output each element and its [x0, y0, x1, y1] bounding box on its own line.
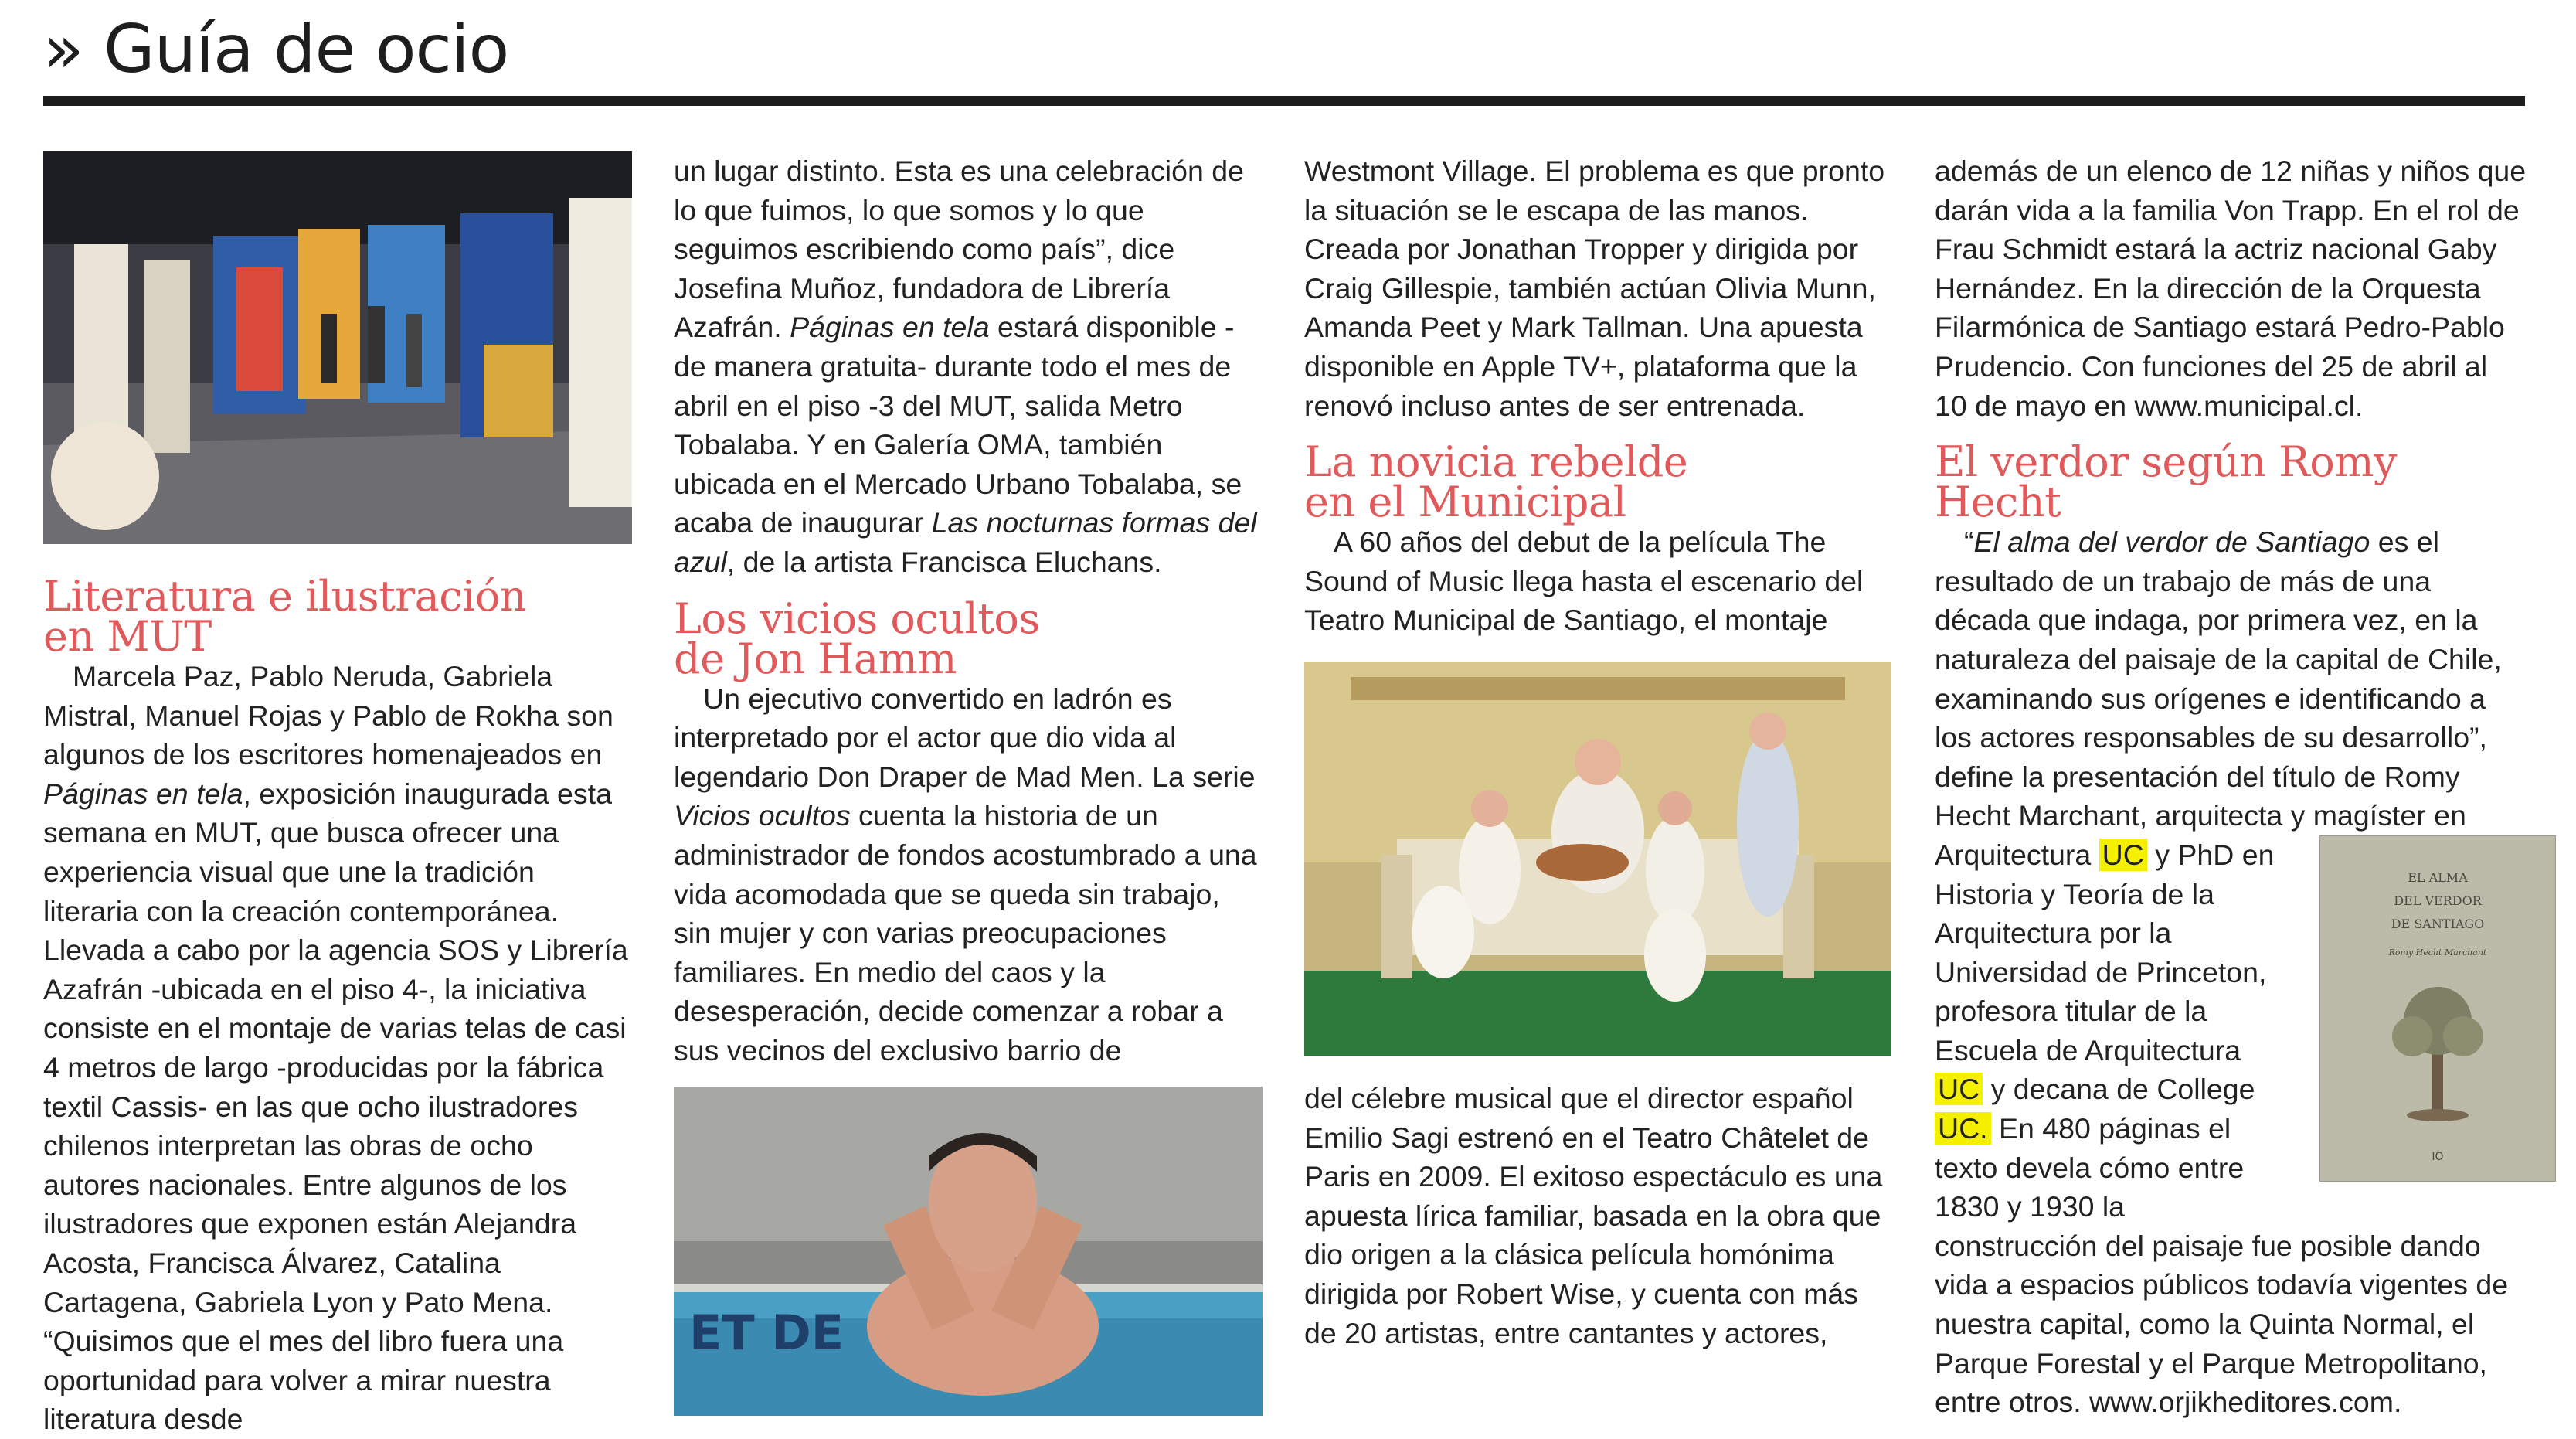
pool-lane-text: ET DE [689, 1305, 845, 1362]
book-title-line1: EL ALMA [2408, 869, 2468, 885]
article-continuation-literatura: un lugar distinto. Esta es una celebración de lo que fuimos, lo que somos y lo que seguimos escribiendo como país”, dice Josefina Muñoz, fundadora de Librería Azafrán. Páginas en tela estará disponible -de manera gratuita- durante todo el mes de abril en el piso -3 del MUT, salida Metro Tobalaba. Y en Galería OMA, también ubicada en el Mercado Urbano Tobalaba, se acaba de inaugurar Las nocturnas formas del azul, de la artista Francisca Eluchans. [674, 155, 1257, 578]
publisher-logo: IO [2432, 1150, 2444, 1163]
headline-vicios-ocultos: Los vicios ocultos de Jon Hamm [674, 594, 1040, 683]
jon-hamm-pool-photo [674, 1087, 1263, 1416]
article-body-vicios-ocultos: Un ejecutivo convertido en ladrón es interpretado por el actor que dio vida al legendario Don Draper de Mad Men. La serie Vicios ocultos cuenta la historia de un administrador de fondos acostumbrado a una vida acomodada que se queda sin trabajo, sin mujer y con varias preocupaciones familiares. En medio del caos y la desesperación, decide comenzar a robar a sus vecinos del exclusivo barrio de [674, 682, 1257, 1066]
mut-exhibition-photo [43, 151, 632, 544]
article-body-novicia-rebelde: A 60 años del debut de la película The Sound of Music llega hasta el escenario del Teatro Municipal de Santiago, el montaje [1304, 526, 1864, 637]
headline-novicia-rebelde: La novicia rebelde en el Municipal [1304, 437, 1688, 527]
article-continuation-novicia: del célebre musical que el director español Emilio Sagi estrenó en el Teatro Châtelet de Paris en 2009. El exitoso espectáculo es una apuesta lírica familiar, basada en la obra que dio origen a la clásica película homónima dirigida por Robert Wise, y cuenta con más de 20 artistas, entre cantantes y actores, [1304, 1081, 1883, 1349]
highlight-uc-2: UC [1935, 1073, 1983, 1105]
section-header [43, 8, 508, 91]
header-rule [43, 96, 2525, 106]
headline-literatura: Literatura e ilustración en MUT [43, 572, 527, 661]
column-2 [674, 151, 1261, 1416]
headline-verdor-romy-hecht: El verdor según Romy Hecht [1935, 437, 2398, 527]
article-body-verdor: “El alma del verdor de Santiago es el resultado de un trabajo de más de una década que indaga, por primera vez, en la naturaleza del paisaje de la capital de Chile, examinando sus orígenes e identificando a los actores responsables de su desarrollo”, define la presentación del título de Romy Hecht Marchant, arquitecta y magíster en Arquitectura EL ALMA DEL VERDOR DE SANTIAGO Romy Hecht Marchant IO UC y PhD en Historia y Teoría de la Arquitectura por la Universidad de Princeton, profesora titular de la Escuela de Arquitectura UC y decana de College UC. En 480 páginas el texto devela cómo entre 1830 y 1930 la construcción del paisaje fue posible dando vida a espacios públicos todavía vigentes de nuestra capital, como la Quinta Normal, el Parque Forestal y el Parque Metropolitano, entre otros. www.orjikheditores.com. [1935, 522, 2527, 1422]
sound-of-music-photo [1304, 662, 1891, 1056]
column-4 [1935, 151, 2527, 1422]
book-title-line2: DEL VERDOR [2394, 893, 2482, 908]
article-continuation-novicia-2: además de un elenco de 12 niñas y niños que darán vida a la familia Von Trapp. En el rol de Frau Schmidt estará la actriz nacional Gaby Hernández. En la dirección de la Orquesta Filarmónica de Santiago estará Pedro-Pablo Prudencio. Con funciones del 25 de abril al 10 de mayo en www.municipal.cl. [1935, 155, 2527, 422]
book-title-line3: DE SANTIAGO [2391, 916, 2485, 931]
book-cover-el-alma-del-verdor [2290, 835, 2527, 1182]
column-3 [1304, 151, 1891, 1352]
highlight-uc-3: UC. [1935, 1112, 1991, 1145]
article-body-literatura: Marcela Paz, Pablo Neruda, Gabriela Mistral, Manuel Rojas y Pablo de Rokha son algunos de los escritores homenajeados en Páginas en tela, exposición inaugurada esta semana en MUT, que busca ofrecer una experiencia visual que une la tradición literaria con la creación contemporánea. Llevada a cabo por la agencia SOS y Librería Azafrán -ubicada en el piso 4-, la iniciativa consiste en el montaje de varias telas de casi 4 metros de largo -producidas por la fábrica textil Cassis- en las que ocho ilustradores chilenos interpretan las obras de ocho autores nacionales. Entre algunos de los ilustradores que exponen están Alejandra Acosta, Francisca Álvarez, Catalina Cartagena, Gabriela Lyon y Pato Mena. “Quisimos que el mes del libro fuera una oportunidad para volver a mirar nuestra literatura desde [43, 660, 628, 1436]
column-1 [43, 151, 630, 1439]
article-continuation-vicios: Westmont Village. El problema es que pronto la situación se le escapa de las manos. Creada por Jonathan Tropper y dirigida por Craig Gillespie, también actúan Olivia Munn, Amanda Peet y Mark Tallman. Una apuesta disponible en Apple TV+, plataforma que la renovó incluso antes de ser entrenada. [1304, 155, 1885, 422]
highlight-uc-1: UC [2099, 839, 2147, 871]
page-title: » Guía de ocio [43, 11, 509, 88]
book-author: Romy Hecht Marchant [2388, 947, 2487, 958]
